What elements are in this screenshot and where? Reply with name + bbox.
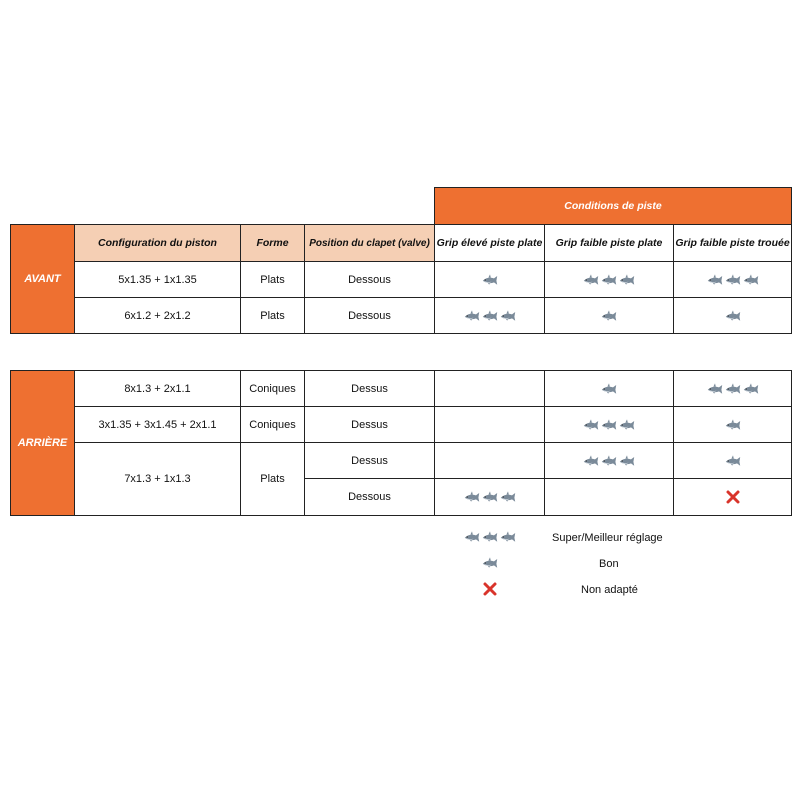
- legend-super-text: Super/Meilleur réglage: [552, 532, 663, 544]
- arriere-row2-grip3: [673, 406, 792, 443]
- avant-row1-config: [74, 261, 241, 298]
- arriere-row3a-grip3: [673, 442, 792, 479]
- arriere-row3a-grip2: [544, 442, 674, 479]
- cell-text: Coniques: [249, 418, 296, 431]
- shark-icon: [725, 382, 741, 396]
- arriere-row2-config: [74, 406, 241, 443]
- avant-label: AVANT: [24, 273, 61, 285]
- col-header-grip3: [673, 224, 792, 262]
- conditions-header: [434, 187, 792, 225]
- shark-icon: [482, 273, 498, 287]
- shark-icon: [482, 556, 498, 570]
- shark-icon: [725, 418, 741, 432]
- arriere-row2-position: [304, 406, 435, 443]
- cell-text: 8x1.3 + 2x1.1: [124, 382, 191, 395]
- shark-icon: [482, 309, 498, 323]
- cell-text: Dessus: [351, 382, 388, 395]
- cell-text: 7x1.3 + 1x1.3: [124, 473, 191, 485]
- avant-row2-position: [304, 297, 435, 334]
- cell-text: Dessus: [351, 418, 388, 431]
- cross-icon: [482, 581, 498, 597]
- arriere-row3a-grip1: [434, 442, 545, 479]
- shark-icon: [500, 309, 516, 323]
- cell-text: Dessous: [348, 491, 391, 503]
- conditions-title: Conditions de piste: [564, 200, 662, 212]
- cell-text: Dessous: [348, 309, 391, 322]
- cell-text: Dessus: [351, 454, 388, 467]
- cross-icon: [725, 489, 741, 505]
- shark-icon: [482, 490, 498, 504]
- arriere-row2-forme: [240, 406, 305, 443]
- arriere-row1-grip3: [673, 370, 792, 407]
- avant-row2-forme: [240, 297, 305, 334]
- arriere-row3a-position: [304, 442, 435, 479]
- cell-text: Plats: [260, 309, 285, 322]
- arriere-row3b-grip1: [434, 478, 545, 516]
- col-header-config: [74, 224, 241, 262]
- col-header-position: [304, 224, 435, 262]
- arriere-row3-forme: [240, 442, 305, 516]
- shark-icon: [500, 490, 516, 504]
- avant-row2-grip2: [544, 297, 674, 334]
- avant-row1-forme: [240, 261, 305, 298]
- cell-text: Plats: [260, 273, 285, 286]
- avant-row1-grip1: [434, 261, 545, 298]
- col-header-grip3-text: Grip faible piste trouée: [675, 237, 790, 249]
- arriere-label: ARRIÈRE: [17, 437, 68, 449]
- arriere-row3-config: [74, 442, 241, 516]
- col-header-forme-text: Forme: [256, 237, 289, 249]
- cell-text: 6x1.2 + 2x1.2: [124, 309, 191, 322]
- shark-icon: [707, 273, 723, 287]
- col-header-grip1-text: Grip élevé piste plate: [436, 237, 543, 249]
- shark-icon: [601, 309, 617, 323]
- arriere-row1-config: [74, 370, 241, 407]
- avant-row2-grip3: [673, 297, 792, 334]
- avant-row2-config: [74, 297, 241, 334]
- col-header-position-text: Position du clapet (valve): [309, 237, 430, 249]
- shark-icon: [725, 273, 741, 287]
- col-header-config-text: Configuration du piston: [98, 237, 217, 249]
- shark-icon: [707, 382, 723, 396]
- shark-icon: [743, 273, 759, 287]
- arriere-row1-grip1: [434, 370, 545, 407]
- col-header-grip2-text: Grip faible piste plate: [555, 237, 663, 249]
- legend-bon-text: Bon: [599, 558, 619, 570]
- avant-row1-grip2: [544, 261, 674, 298]
- shark-icon: [619, 273, 635, 287]
- shark-icon: [601, 382, 617, 396]
- arriere-row1-forme: [240, 370, 305, 407]
- arriere-row2-grip2: [544, 406, 674, 443]
- col-header-grip2: [544, 224, 674, 262]
- shark-icon: [583, 454, 599, 468]
- shark-icon: [619, 454, 635, 468]
- avant-row1-position: [304, 261, 435, 298]
- avant-row2-grip1: [434, 297, 545, 334]
- arriere-row1-position: [304, 370, 435, 407]
- shark-icon: [619, 418, 635, 432]
- arriere-row1-grip2: [544, 370, 674, 407]
- shark-icon: [464, 530, 480, 544]
- shark-icon: [743, 382, 759, 396]
- cell-text: 3x1.35 + 3x1.45 + 2x1.1: [98, 418, 217, 431]
- shark-icon: [482, 530, 498, 544]
- cell-text: Dessous: [348, 273, 391, 286]
- shark-icon: [464, 309, 480, 323]
- legend-non-icon: [455, 580, 525, 598]
- shark-icon: [601, 273, 617, 287]
- shark-icon: [464, 490, 480, 504]
- avant-row1-grip3: [673, 261, 792, 298]
- legend-non-text: Non adapté: [581, 584, 638, 596]
- arriere-row3b-position: [304, 478, 435, 516]
- arriere-label-cell: [10, 370, 75, 516]
- shark-icon: [601, 454, 617, 468]
- avant-label-cell: [10, 224, 75, 334]
- arriere-row3b-grip3: [673, 478, 792, 516]
- shark-icon: [583, 273, 599, 287]
- shark-icon: [601, 418, 617, 432]
- legend-super-icons: [455, 528, 525, 546]
- shark-icon: [500, 530, 516, 544]
- cell-text: Coniques: [249, 382, 296, 395]
- cell-text: 5x1.35 + 1x1.35: [118, 273, 197, 286]
- arriere-row3b-grip2: [544, 478, 674, 516]
- shark-icon: [583, 418, 599, 432]
- arriere-row2-grip1: [434, 406, 545, 443]
- shark-icon: [725, 309, 741, 323]
- legend-bon-icon: [455, 554, 525, 572]
- col-header-forme: [240, 224, 305, 262]
- cell-text: Plats: [260, 473, 285, 485]
- shark-icon: [725, 454, 741, 468]
- col-header-grip1: [434, 224, 545, 262]
